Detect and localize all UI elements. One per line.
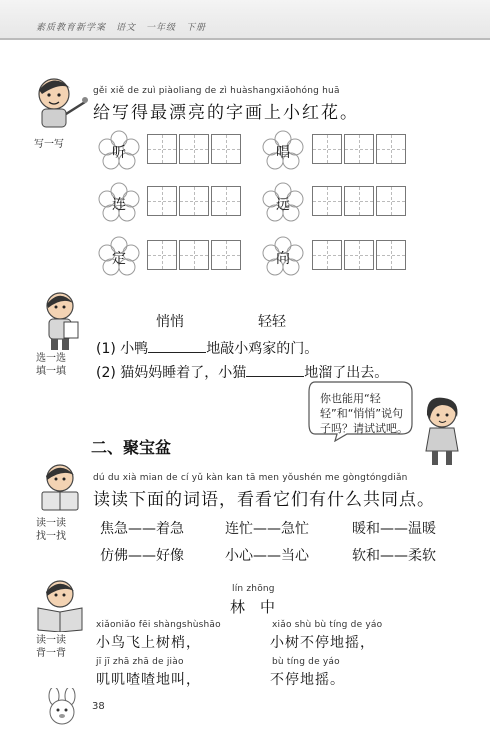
section2-label: 选一选 填一填 [36,353,66,377]
writing-grid[interactable] [376,240,406,270]
writing-grid[interactable] [376,186,406,216]
writing-grid[interactable] [147,240,177,270]
poem-line: 不停地摇。 [270,672,345,688]
girl-illustration [418,395,466,470]
instruction-text: 给写得最漂亮的字画上小红花。 [93,103,359,123]
writing-grid[interactable] [312,134,342,164]
option-qiaoqiao: 悄悄 [156,314,184,330]
poem-pinyin: xiǎoniǎo fēi shàngshùshāo [96,620,221,630]
word-pair: 连忙——急忙 [225,521,309,537]
writing-grid[interactable] [312,240,342,270]
poem-line: 叽叽喳喳地叫， [96,672,201,688]
question-1: (1) 小鸭 地敲小鸡家的门。 [96,341,319,357]
poem-title-pinyin: lín zhōng [232,584,275,594]
writing-grid[interactable] [147,186,177,216]
answer-blank[interactable] [148,339,206,353]
bubble-text: 你也能用“轻轻”和“悄悄”说句子吗？请试试吧。 [320,392,408,435]
section4-label: 读一读 背一背 [36,635,66,659]
char-chang: 唱 [276,145,290,161]
poem-title: 林 中 [230,598,276,616]
boy-writing-illustration [38,290,84,352]
word-pair: 小心——当心 [225,548,309,564]
option-qingqing: 轻轻 [258,314,286,330]
word-pair: 焦急——着急 [100,521,184,537]
header-divider [0,38,490,40]
writing-grid[interactable] [376,134,406,164]
writing-grid[interactable] [344,186,374,216]
section-title: 二、聚宝盆 [91,438,172,457]
writing-grid[interactable] [179,134,209,164]
poem-line: 小鸟飞上树梢， [96,635,201,651]
word-pair: 仿佛——好像 [100,548,184,564]
instruction-pinyin: dú du xià mian de cí yǔ kàn kan tā men yǒushén me gòngtóngdiǎn [93,473,408,483]
poem-line: 小树不停地摇， [270,635,375,651]
writing-grid[interactable] [344,134,374,164]
boy-with-book-illustration [34,578,84,632]
answer-blank[interactable] [246,363,304,377]
bunny-icon [40,688,88,728]
writing-grid[interactable] [179,240,209,270]
poem-pinyin: jī jī zhā zhā de jiào [96,657,184,667]
char-xiang: 向 [276,251,290,267]
question-2: (2) 猫妈妈睡着了，小猫 地溜了出去。 [96,365,389,381]
writing-grid[interactable] [147,134,177,164]
char-lian: 连 [112,197,126,213]
writing-grid[interactable] [312,186,342,216]
page-number: 38 [92,701,105,712]
header-title: 素质教育新学案 语文 一年级 下册 [36,23,207,33]
section3-label: 读一读 找一找 [36,518,66,542]
writing-grid[interactable] [211,186,241,216]
word-pair: 软和——柔软 [352,548,436,564]
writing-grid[interactable] [211,240,241,270]
boy-reading-illustration [36,462,84,514]
char-ting: 听 [112,145,126,161]
boy-painting-illustration [30,72,88,132]
char-yuan: 远 [276,197,290,213]
writing-grid[interactable] [344,240,374,270]
writing-grid[interactable] [211,134,241,164]
char-ding: 定 [112,251,126,267]
section1-label: 写一写 [34,139,64,150]
word-pair: 暖和——温暖 [352,521,436,537]
writing-grid[interactable] [179,186,209,216]
instruction-pinyin: gěi xiě de zuì piàoliang de zì huàshangxiǎohóng huā [93,86,340,96]
poem-pinyin: bù tíng de yáo [272,657,340,667]
instruction-text: 读读下面的词语，看看它们有什么共同点。 [93,490,435,510]
poem-pinyin: xiǎo shù bù tíng de yáo [272,620,383,630]
